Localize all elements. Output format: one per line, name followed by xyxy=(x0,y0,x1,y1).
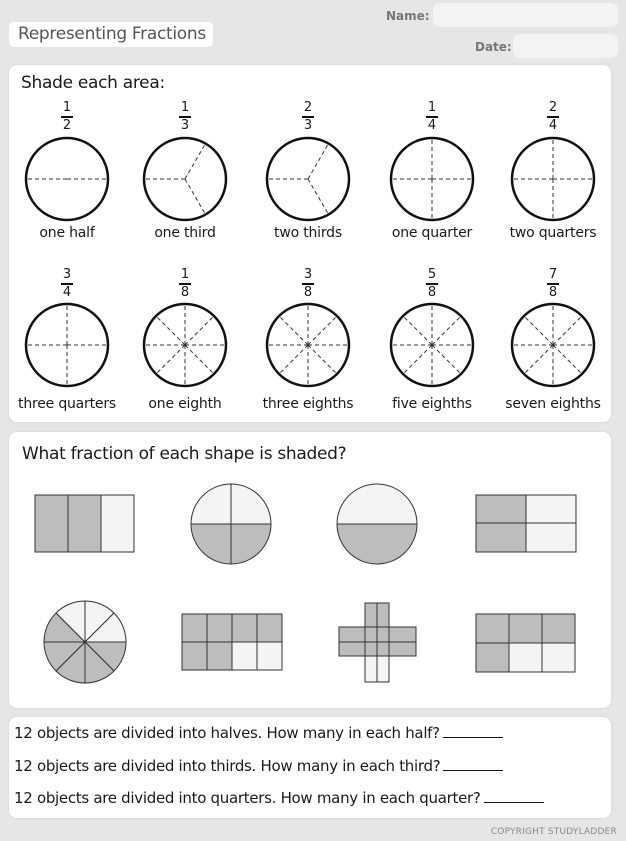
fraction-numerator: 3 xyxy=(62,267,72,282)
fraction-denominator: 4 xyxy=(548,117,558,133)
grid-cell xyxy=(257,614,282,642)
fraction-word-label: seven eighths xyxy=(505,396,601,412)
circle-sector xyxy=(231,524,271,564)
fraction-word-label: five eighths xyxy=(392,396,472,412)
fraction-word-label: three eighths xyxy=(262,396,354,412)
fraction-word-label: two quarters xyxy=(509,225,597,241)
rect-third-unshaded xyxy=(101,495,134,552)
worksheet-title: Representing Fractions xyxy=(9,22,213,47)
name-label: Name: xyxy=(386,9,430,23)
fraction-word-label: one eighth xyxy=(148,396,222,412)
grid-cell xyxy=(182,614,207,642)
question-1 xyxy=(14,724,503,742)
copyright-text: COPYRIGHT STUDYLADDER xyxy=(490,827,617,837)
question-3 xyxy=(14,789,544,807)
fraction-denominator: 3 xyxy=(303,117,313,133)
grid-cell xyxy=(232,642,257,670)
grid-cell xyxy=(257,642,282,670)
fraction-numerator: 1 xyxy=(180,100,190,115)
question-3-text: 12 objects are divided into quarters. How many in each quarter? xyxy=(14,789,481,807)
fraction-denominator: 8 xyxy=(180,284,190,300)
rect-quarter-unshaded xyxy=(526,523,576,552)
circle-sector xyxy=(337,524,417,564)
fraction-word-label: one third xyxy=(154,225,216,241)
grid-cell xyxy=(182,642,207,670)
fraction-word-label: two thirds xyxy=(274,225,342,241)
fraction-numerator: 5 xyxy=(427,267,437,282)
fraction-denominator: 8 xyxy=(548,284,558,300)
grid-cell xyxy=(509,614,542,643)
rect-quarter-unshaded xyxy=(526,495,576,523)
fraction-numerator: 2 xyxy=(548,100,558,115)
fraction-numerator: 1 xyxy=(180,267,190,282)
grid-cell xyxy=(476,614,509,643)
fraction-word-label: three quarters xyxy=(18,396,116,412)
circle-sector xyxy=(337,484,417,524)
fraction-numerator: 7 xyxy=(548,267,558,282)
date-label: Date: xyxy=(475,40,512,54)
shade-heading: Shade each area: xyxy=(21,73,165,93)
grid-cell xyxy=(509,643,542,672)
fraction-denominator: 3 xyxy=(180,117,190,133)
grid-cell xyxy=(232,614,257,642)
fraction-numerator: 2 xyxy=(303,100,313,115)
grid-cell xyxy=(207,642,232,670)
fraction-denominator: 8 xyxy=(427,284,437,300)
grid-cell xyxy=(476,643,509,672)
fraction-numerator: 1 xyxy=(62,100,72,115)
rect-third-shaded xyxy=(68,495,101,552)
fraction-word-label: one quarter xyxy=(391,225,473,241)
fraction-denominator: 4 xyxy=(62,284,72,300)
fraction-numerator: 1 xyxy=(427,100,437,115)
question-2 xyxy=(14,757,503,775)
question-2-text: 12 objects are divided into thirds. How many in each third? xyxy=(14,757,441,775)
rect-third-shaded xyxy=(35,495,68,552)
fraction-denominator: 4 xyxy=(427,117,437,133)
shaded-heading: What fraction of each shape is shaded? xyxy=(22,444,347,464)
fraction-denominator: 2 xyxy=(62,117,72,133)
circle-sector xyxy=(231,484,271,524)
fraction-word-label: one half xyxy=(39,225,95,241)
rect-quarter-shaded xyxy=(476,495,526,523)
answer-blank-2[interactable] xyxy=(443,759,503,771)
grid-cell xyxy=(542,614,575,643)
question-1-text: 12 objects are divided into halves. How many in each half? xyxy=(14,724,440,742)
answer-blank-1[interactable] xyxy=(443,726,503,738)
grid-cell xyxy=(207,614,232,642)
circle-sector xyxy=(191,524,231,564)
circle-sector xyxy=(191,484,231,524)
grid-cell xyxy=(542,643,575,672)
fraction-denominator: 8 xyxy=(303,284,313,300)
fraction-numerator: 3 xyxy=(303,267,313,282)
answer-blank-3[interactable] xyxy=(484,791,544,803)
rect-quarter-shaded xyxy=(476,523,526,552)
